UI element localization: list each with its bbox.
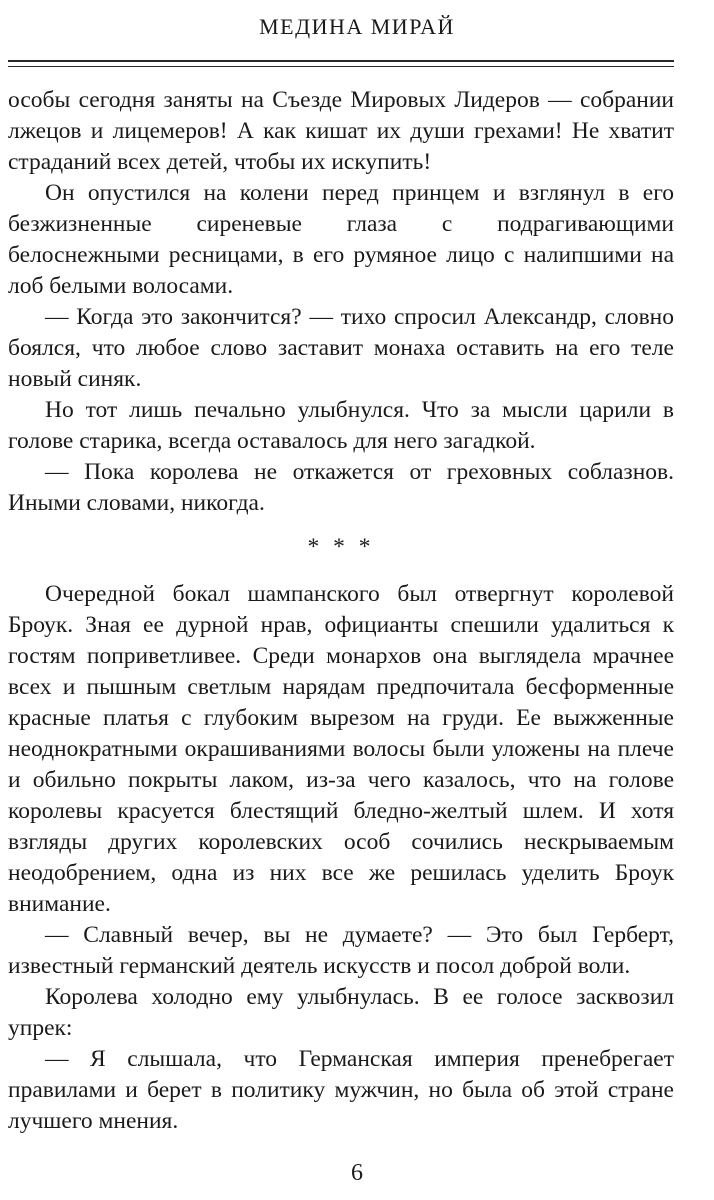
paragraph-continued: особы сегодня заняты на Съезде Мировых Лидеров — собрании лжецов и лицемеров! А как кишат их души грехами! Не хватит страданий всех детей, чтобы их искупить!: [8, 87, 674, 175]
paragraph: Он опустился на колени перед принцем и взглянул в его безжизненные сиреневые глаза с подрагивающими белоснежными ресницами, в его румяное лицо с налипшими на лоб белыми волосами.: [8, 180, 674, 299]
dialogue-paragraph: — Пока королева не откажется от греховных соблазнов. Иными словами, никогда.: [8, 459, 674, 516]
paragraph: Королева холодно ему улыбнулась. В ее голосе засквозил упрек:: [8, 984, 674, 1041]
header-rule-thick: [8, 60, 674, 62]
dialogue-paragraph: — Когда это закончится? — тихо спросил Александр, словно боялся, что любое слово заставит монаха оставить на его теле новый синяк.: [8, 304, 674, 392]
body-text: [8, 85, 674, 1137]
page-number: 6: [351, 1160, 363, 1186]
paragraph: Но тот лишь печально улыбнулся. Что за мысли царили в голове старика, всегда оставалось для него загадкой.: [8, 397, 674, 454]
dialogue-paragraph: — Я слышала, что Германская империя пренебрегает правилами и берет в политику мужчин, но была об этой стране лучшего мнения.: [8, 1046, 674, 1134]
dialogue-paragraph: — Славный вечер, вы не думаете? — Это был Герберт, известный германский деятель искусств и посол доброй воли.: [8, 922, 674, 979]
section-separator: * * *: [307, 534, 375, 560]
paragraph: Очередной бокал шампанского был отвергнут королевой Броук. Зная ее дурной нрав, официанты спешили удалиться к гостям поприветливее. Среди монархов она выглядела мрачнее всех и пышным светлым нарядам предпочитала бесформенные красные платья с глубоким вырезом на груди. Ее выжженные неоднократными окрашиваниями волосы были уложены на плече и обильно покрыты лаком, из-за чего казалось, что на голове королевы красуется блестящий бледно-желтый шлем. И хотя взгляды других королевских особ сочились нескрываемым неодобрением, одна из них все же решилась уделить Броук внимание.: [8, 581, 674, 917]
running-header: МЕДИНА МИРАЙ: [259, 14, 455, 39]
header-rule-thin: [8, 66, 674, 67]
